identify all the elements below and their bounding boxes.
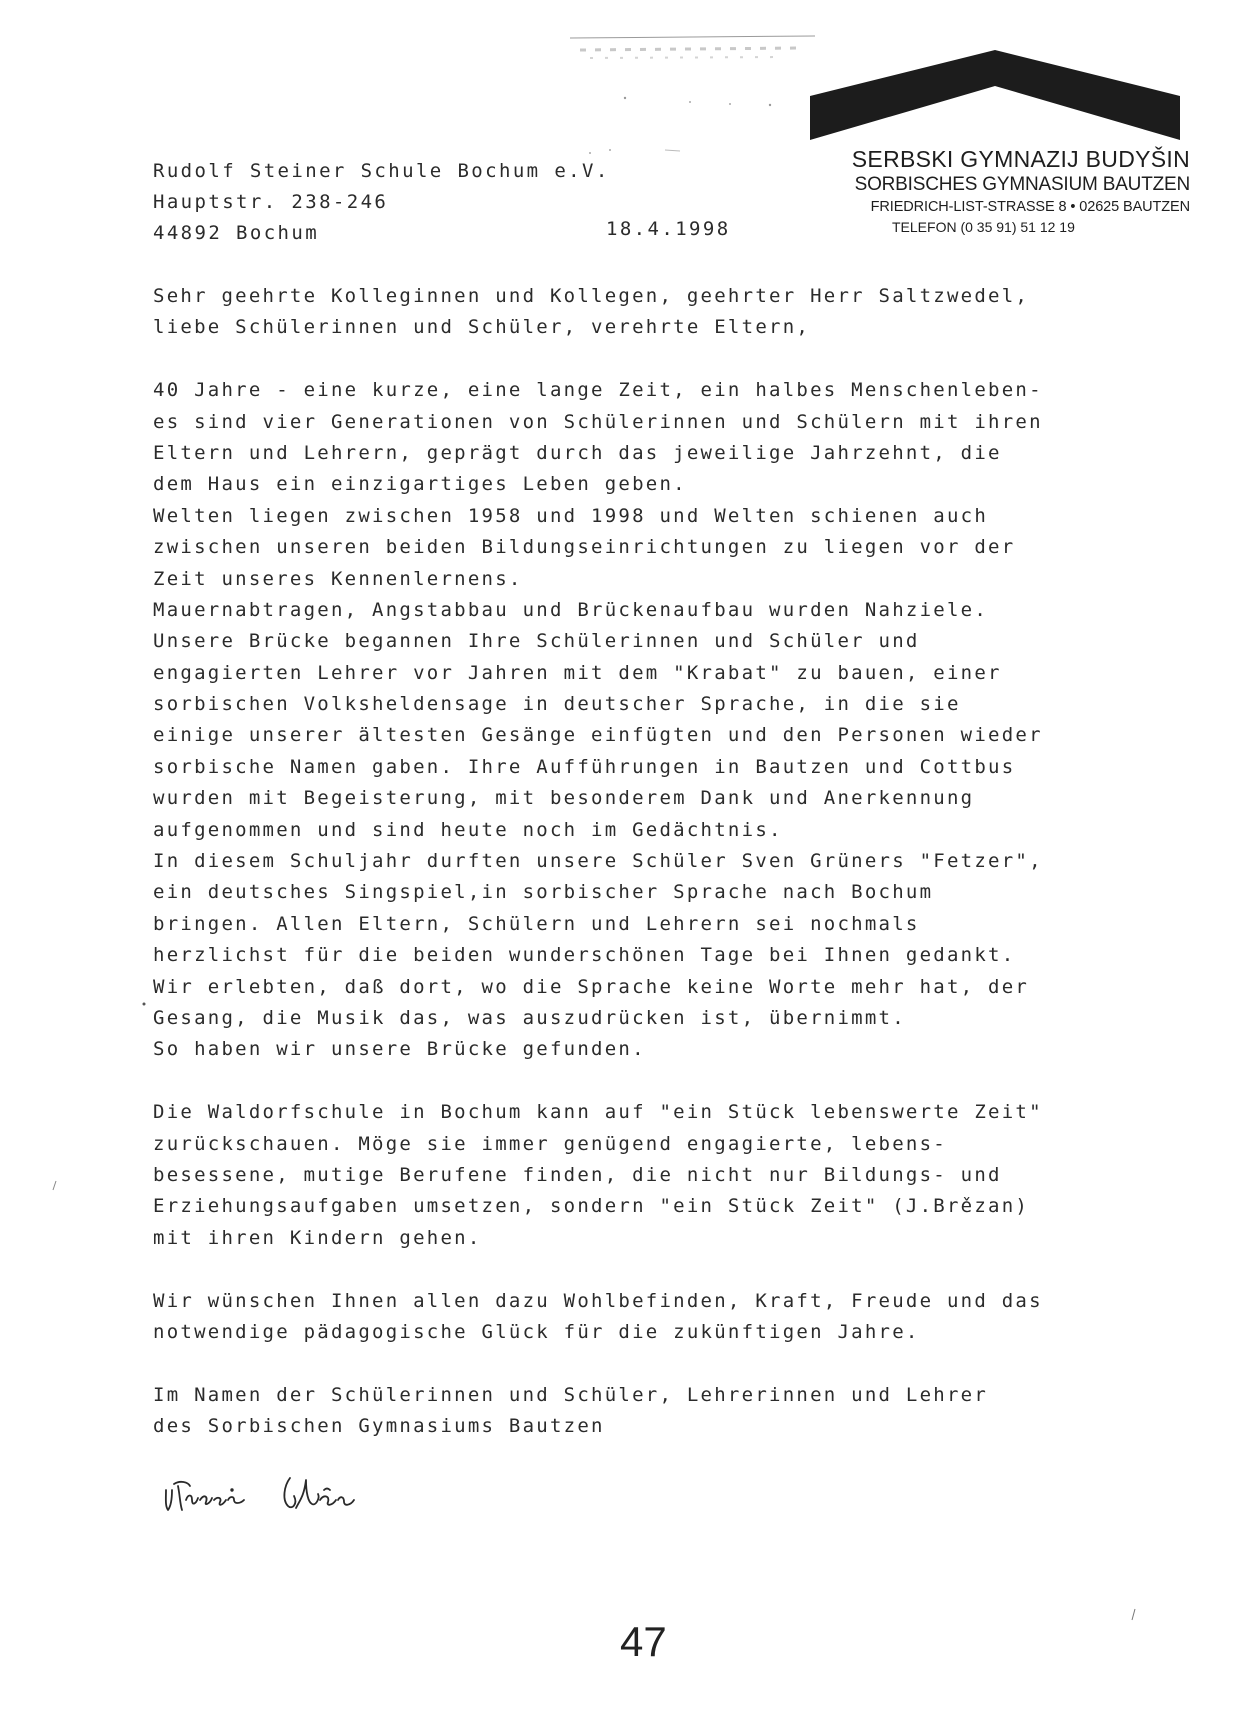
body-line: mit ihren Kindern gehen. bbox=[153, 1226, 482, 1249]
letterhead bbox=[800, 145, 1190, 237]
body-line: engagierten Lehrer vor Jahren mit dem "Krabat" zu bauen, einer bbox=[153, 661, 1002, 684]
body-line: Wir wünschen Ihnen allen dazu Wohlbefinden, Kraft, Freude und das bbox=[153, 1289, 1043, 1312]
scan-artifact bbox=[1128, 1608, 1138, 1622]
body-line: Welten liegen zwischen 1958 und 1998 und Welten schienen auch bbox=[153, 504, 989, 527]
salutation-line: liebe Schülerinnen und Schüler, verehrte Eltern, bbox=[153, 316, 811, 339]
body-line: So haben wir unsere Brücke gefunden. bbox=[153, 1038, 646, 1061]
body-line: notwendige pädagogische Glück für die zukünftigen Jahre. bbox=[153, 1320, 920, 1343]
letter-date: 18.4.1998 bbox=[606, 218, 731, 240]
recipient-address bbox=[153, 156, 610, 249]
scan-artifact bbox=[140, 1000, 150, 1010]
body-line: Die Waldorfschule in Bochum kann auf "ein Stück lebenswerte Zeit" bbox=[153, 1101, 1043, 1124]
body-line: Erziehungsaufgaben umsetzen, sondern "ein Stück Zeit" (J.Brězan) bbox=[153, 1195, 1030, 1218]
body-line: Eltern und Lehrern, geprägt durch das jeweilige Jahrzehnt, die bbox=[153, 441, 1002, 464]
body-line: 40 Jahre - eine kurze, eine lange Zeit, ein halbes Menschenleben- bbox=[153, 379, 1043, 402]
body-line: ein deutsches Singspiel,in sorbischer Sprache nach Bochum bbox=[153, 881, 934, 904]
school-address: FRIEDRICH-LIST-STRASSE 8 • 02625 BAUTZEN bbox=[870, 199, 1190, 215]
school-name-sorbian: SERBSKI GYMNAZIJ BUDYŠIN bbox=[851, 146, 1190, 172]
body-line: dem Haus ein einzigartiges Leben geben. bbox=[153, 473, 687, 496]
recipient-line: Hauptstr. 238-246 bbox=[153, 191, 389, 213]
body-line: In diesem Schuljahr durften unsere Schüler Sven Grüners "Fetzer", bbox=[153, 850, 1043, 873]
body-line: herzlichst für die beiden wunderschönen Tage bei Ihnen gedankt. bbox=[153, 944, 1016, 967]
body-line: Gesang, die Musik das, was auszudrücken ist, übernimmt. bbox=[153, 1006, 906, 1029]
handwritten-signature bbox=[160, 1460, 390, 1530]
body-line: Zeit unseres Kennenlernens. bbox=[153, 567, 523, 590]
school-name-german: SORBISCHES GYMNASIUM BAUTZEN bbox=[854, 174, 1190, 195]
body-line: sorbische Namen gaben. Ihre Aufführungen in Bautzen und Cottbus bbox=[153, 755, 1016, 778]
body-line: Mauernabtragen, Angstabbau und Brückenaufbau wurden Nahziele. bbox=[153, 598, 989, 621]
body-line: aufgenommen und sind heute noch im Gedächtnis. bbox=[153, 818, 783, 841]
closing-line: des Sorbischen Gymnasiums Bautzen bbox=[153, 1415, 605, 1438]
body-line: zurückschauen. Möge sie immer genügend engagierte, lebens- bbox=[153, 1132, 947, 1155]
scan-artifact bbox=[50, 1180, 60, 1192]
recipient-line: 44892 Bochum bbox=[153, 222, 320, 244]
body-line: Unsere Brücke begannen Ihre Schülerinnen und Schüler und bbox=[153, 630, 920, 653]
letter-body bbox=[153, 281, 1153, 1442]
body-line: einige unserer ältesten Gesänge einfügten und den Personen wieder bbox=[153, 724, 1043, 747]
scan-artifact bbox=[570, 30, 820, 160]
body-line: sorbischen Volksheldensage in deutscher Sprache, in die sie bbox=[153, 693, 961, 716]
salutation-line: Sehr geehrte Kolleginnen und Kollegen, geehrter Herr Saltzwedel, bbox=[153, 285, 1030, 307]
body-line: bringen. Allen Eltern, Schülern und Lehrern sei nochmals bbox=[153, 912, 920, 935]
body-line: besessene, mutige Berufene finden, die nicht nur Bildungs- und bbox=[153, 1163, 1002, 1186]
body-line: zwischen unseren beiden Bildungseinrichtungen zu liegen vor der bbox=[153, 536, 1016, 559]
school-phone: TELEFON (0 35 91) 51 12 19 bbox=[892, 219, 1075, 235]
body-line: Wir erlebten, daß dort, wo die Sprache keine Worte mehr hat, der bbox=[153, 975, 1030, 998]
recipient-line: Rudolf Steiner Schule Bochum e.V. bbox=[153, 160, 610, 182]
body-line: es sind vier Generationen von Schülerinnen und Schülern mit ihren bbox=[153, 410, 1043, 433]
page-number: 47 bbox=[620, 1618, 667, 1665]
closing-line: Im Namen der Schülerinnen und Schüler, Lehrerinnen und Lehrer bbox=[153, 1383, 989, 1406]
body-line: wurden mit Begeisterung, mit besonderem Dank und Anerkennung bbox=[153, 787, 975, 810]
school-roof-logo bbox=[810, 48, 1180, 140]
